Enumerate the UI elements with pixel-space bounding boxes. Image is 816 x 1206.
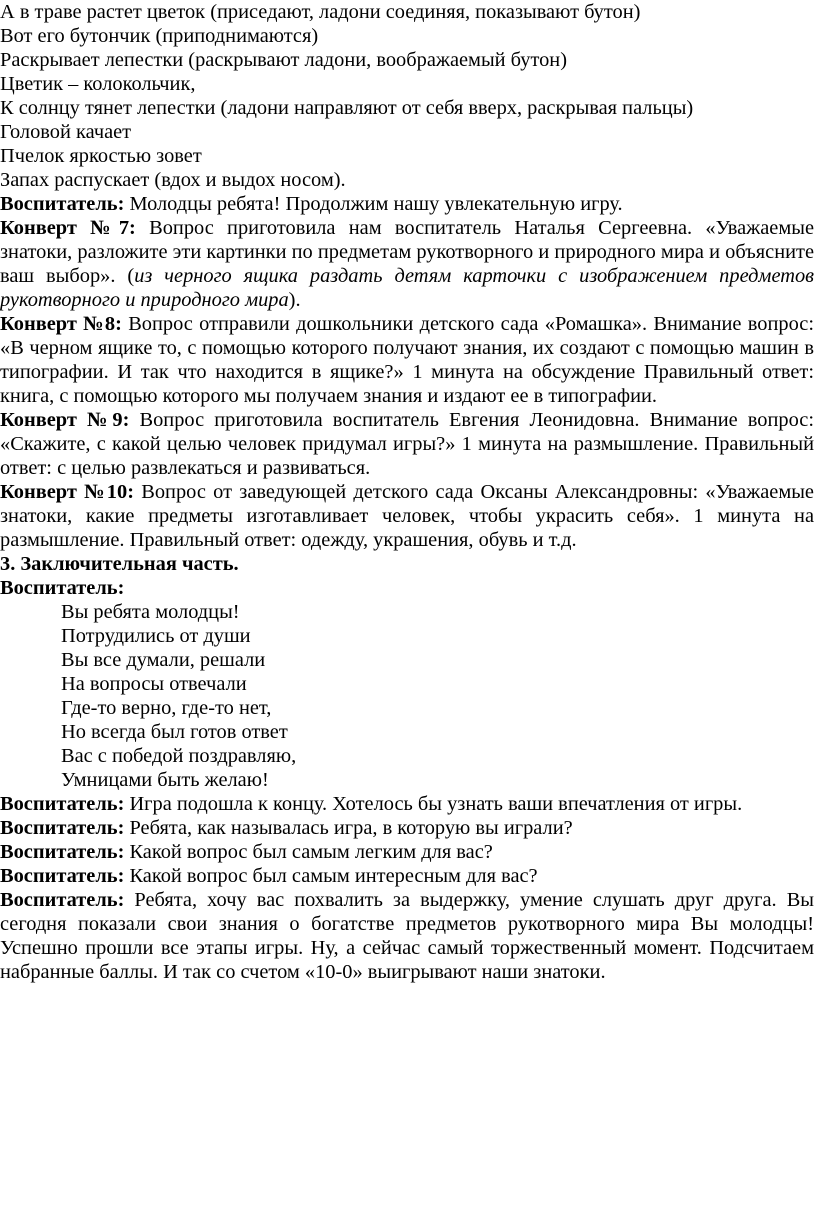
paragraph-text: Вопрос отправили дошкольники детского сада «Ромашка». Внимание вопрос: «В черном ящике то, с помощью которого получают знания, их создают с помощью машин в типографии. И так что находится в ящике?» 1 минута на обсуждение Правильный ответ: книга, с помощью которого мы получаем знания и издают ее в типографии. [0,313,815,407]
paragraph-text: Вопрос приготовила воспитатель Евгения Леонидовна. Внимание вопрос: «Скажите, с какой целью человек придумал игры?» 1 минута на размышление. Правильный ответ: с целью развлекаться и развиваться. [0,409,814,479]
paragraph-envelope-7 [0,216,816,312]
paragraph-teacher-question-name [0,816,816,840]
paragraph-text-tail: ). [288,289,301,311]
paragraph-envelope-10 [0,480,816,552]
poem-line: Вы ребята молодцы! [61,601,240,623]
speaker-label: Воспитатель: [0,889,125,911]
poem-line: Потрудились от души [61,625,251,647]
intro-rhyme [0,0,816,192]
paragraph-italic-note: из черного ящика раздать детям карточки с изображением предметов рукотворного и природного мира [0,265,814,311]
intro-line: Вот его бутончик (приподнимаются) [0,25,319,47]
poem-line: Где-то верно, где-то нет, [61,697,272,719]
paragraph-teacher-question-interesting [0,864,816,888]
poem-line: Вы все думали, решали [61,649,266,671]
closing-poem [0,600,816,792]
envelope-label: Конверт №8: [0,313,122,335]
intro-line: Головой качает [0,121,132,143]
poem-line: На вопросы отвечали [61,673,247,695]
paragraph-text: Вопрос от заведующей детского сада Оксаны Александровны: «Уважаемые знатоки, какие предметы изготавливает человек, чтобы украсить себя». 1 минута на размышление. Правильный ответ: одежду, украшения, обувь и т.д. [0,481,814,551]
speaker-label: Воспитатель: [0,793,125,815]
poem-speaker: Воспитатель: [0,577,125,599]
poem-line: Но всегда был готов ответ [61,721,288,743]
envelope-label: Конверт №7: [0,217,136,239]
poem-line: Умницами быть желаю! [61,769,269,791]
paragraph-teacher-final [0,888,816,984]
speaker-label: Воспитатель: [0,865,125,887]
intro-line: Раскрывает лепестки (раскрывают ладони, воображаемый бутон) [0,49,568,71]
paragraph-envelope-9 [0,408,816,480]
paragraph-text: Игра подошла к концу. Хотелось бы узнать ваши впечатления от игры. [124,793,743,815]
speaker-label: Воспитатель: [0,841,125,863]
speaker-label: Воспитатель: [0,193,125,215]
paragraph-text: Какой вопрос был самым интересным для вас? [124,865,538,887]
poem-line: Вас с победой поздравляю, [61,745,297,767]
speaker-label: Воспитатель: [0,817,125,839]
section-heading: 3. Заключительная часть. [0,553,239,575]
paragraph-text: Какой вопрос был самым легким для вас? [124,841,493,863]
paragraph-teacher-question-easy [0,840,816,864]
paragraph-text: Ребята, как называлась игра, в которую вы играли? [124,817,573,839]
intro-line: Запах распускает (вдох и выдох носом). [0,169,346,191]
paragraph-text: Ребята, хочу вас похвалить за выдержку, умение слушать друг друга. Вы сегодня показали свои знания о богатстве предметов рукотворного мира Вы молодцы! Успешно прошли все этапы игры. Ну, а сейчас самый торжественный момент. Подсчитаем набранные баллы. И так со счетом «10-0» выигрывают наши знатоки. [0,889,814,983]
paragraph-text: Молодцы ребята! Продолжим нашу увлекательную игру. [124,193,623,215]
paragraph-teacher-end [0,792,816,816]
intro-line: Пчелок яркостью зовет [0,145,202,167]
envelope-label: Конверт №10: [0,481,134,503]
paragraph-text: Вопрос приготовила нам воспитатель Наталья Сергеевна. «Уважаемые знатоки, разложите эти картинки по предметам рукотворного и природного мира и объясните ваш выбор». ( [0,217,815,287]
paragraph-teacher-continue [0,192,816,216]
intro-line: К солнцу тянет лепестки (ладони направляют от себя вверх, раскрывая пальцы) [0,97,694,119]
intro-line: А в траве растет цветок (приседают, ладони соединяя, показывают бутон) [0,1,641,23]
paragraph-envelope-8 [0,312,816,408]
intro-line: Цветик – колокольчик, [0,73,196,95]
envelope-label: Конверт №9: [0,409,130,431]
